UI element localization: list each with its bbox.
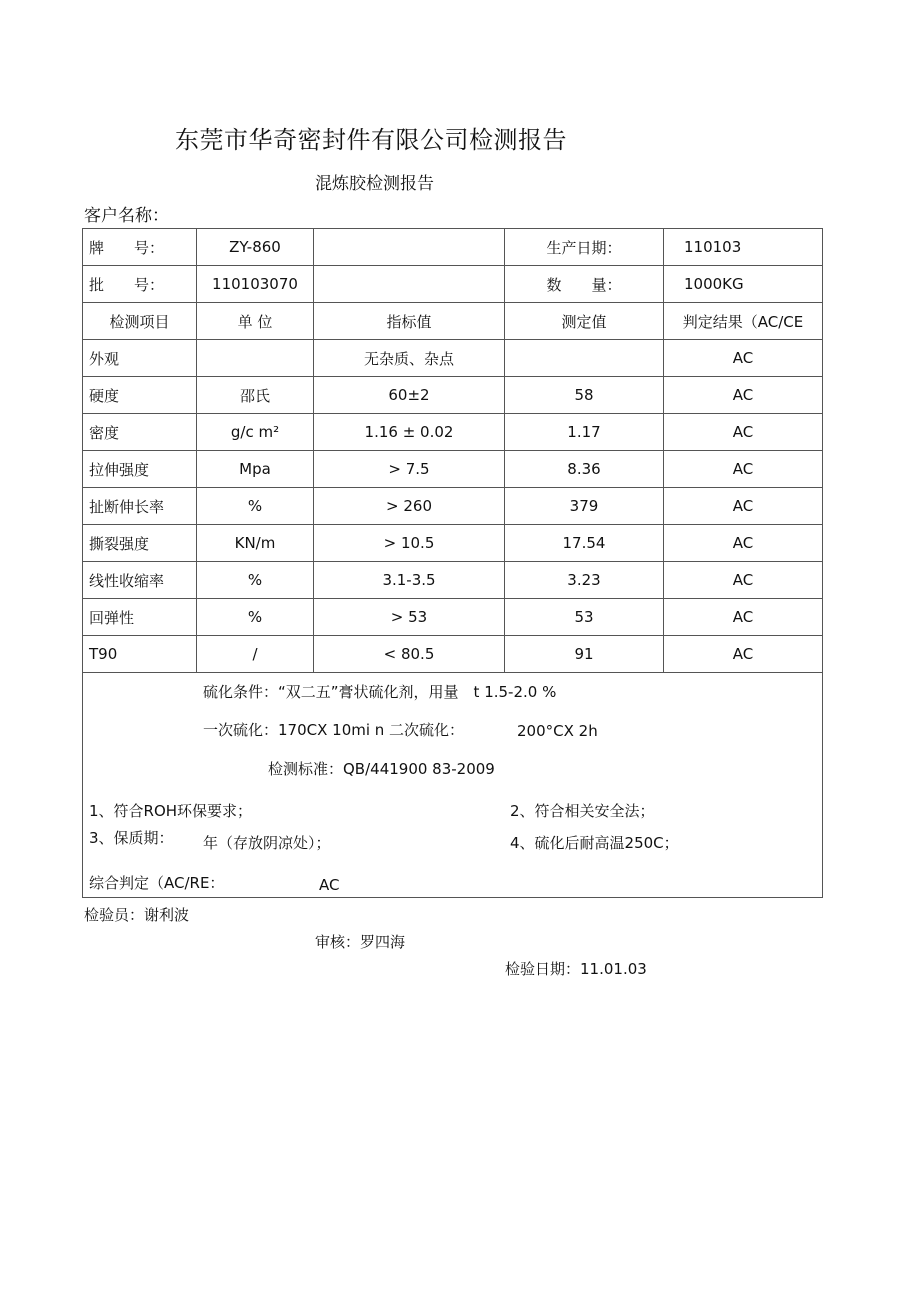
judgement-value: AC — [319, 876, 340, 894]
table-row — [83, 340, 823, 377]
second-cure: 200°CX 2h — [517, 722, 598, 740]
row-spec: > 7.5 — [314, 451, 505, 488]
row-result: AC — [664, 414, 823, 451]
row-measured — [505, 340, 664, 377]
empty-cell — [314, 229, 505, 266]
row-unit: g/c m² — [197, 414, 314, 451]
table-row — [83, 488, 823, 525]
note-3: 3、保质期： — [89, 829, 174, 847]
row-item: 外观 — [83, 340, 197, 377]
table-row — [83, 377, 823, 414]
note-4: 4、硫化后耐高温250C； — [510, 834, 679, 852]
row-unit: 邵氏 — [197, 377, 314, 414]
customer-name-label: 客户名称： — [84, 206, 169, 226]
table-row — [83, 451, 823, 488]
inspection-date: 检验日期：11.01.03 — [505, 960, 647, 978]
row-spec: > 260 — [314, 488, 505, 525]
production-date-label: 生产日期： — [505, 229, 664, 266]
empty-cell — [314, 266, 505, 303]
row-unit: Mpa — [197, 451, 314, 488]
row-measured: 17.54 — [505, 525, 664, 562]
row-result: AC — [664, 340, 823, 377]
reviewer: 审核：罗四海 — [315, 933, 406, 951]
table-row — [83, 525, 823, 562]
report-subtitle: 混炼胶检测报告 — [315, 174, 434, 194]
row-measured: 3.23 — [505, 562, 664, 599]
batch-row — [83, 266, 823, 303]
row-result: AC — [664, 636, 823, 673]
row-spec: 60±2 — [314, 377, 505, 414]
table-row — [83, 414, 823, 451]
note-3-detail: 年（存放阴凉处）； — [203, 834, 331, 852]
row-item: 硬度 — [83, 377, 197, 414]
row-item: 密度 — [83, 414, 197, 451]
row-unit — [197, 340, 314, 377]
row-item: T90 — [83, 636, 197, 673]
row-spec: > 53 — [314, 599, 505, 636]
header-result: 判定结果（AC/CE — [664, 303, 823, 340]
row-result: AC — [664, 488, 823, 525]
row-spec: > 10.5 — [314, 525, 505, 562]
row-measured: 379 — [505, 488, 664, 525]
row-unit: KN/m — [197, 525, 314, 562]
row-item: 线性收缩率 — [83, 562, 197, 599]
header-item: 检测项目 — [83, 303, 197, 340]
header-unit: 单 位 — [197, 303, 314, 340]
row-unit: % — [197, 562, 314, 599]
vulcanization-condition: 硫化条件：“双二五”膏状硫化剂，用量 t 1.5-2.0 % — [203, 683, 557, 701]
note-1: 1、符合ROH环保要求； — [89, 802, 253, 820]
brand-value: ZY-860 — [197, 229, 314, 266]
production-date-value: 110103 — [664, 229, 823, 266]
row-item: 回弹性 — [83, 599, 197, 636]
batch-label: 批 号： — [83, 266, 197, 303]
report-title: 东莞市华奇密封件有限公司检测报告 — [175, 126, 567, 154]
judgement-label: 综合判定（AC/RE： — [89, 874, 225, 892]
test-standard: 检测标准：QB/441900 83-2009 — [268, 760, 495, 778]
row-measured: 8.36 — [505, 451, 664, 488]
table-row — [83, 562, 823, 599]
row-measured: 91 — [505, 636, 664, 673]
row-item: 扯断伸长率 — [83, 488, 197, 525]
row-measured: 1.17 — [505, 414, 664, 451]
row-spec: 无杂质、杂点 — [314, 340, 505, 377]
brand-row — [83, 229, 823, 266]
row-result: AC — [664, 377, 823, 414]
row-result: AC — [664, 599, 823, 636]
header-spec: 指标值 — [314, 303, 505, 340]
header-measured: 测定值 — [505, 303, 664, 340]
note-2: 2、符合相关安全法； — [510, 802, 655, 820]
first-cure: 一次硫化：170CX 10mi n 二次硫化： — [203, 721, 465, 739]
table-header-row — [83, 303, 823, 340]
brand-label: 牌 号： — [83, 229, 197, 266]
row-unit: / — [197, 636, 314, 673]
row-unit: % — [197, 599, 314, 636]
batch-value: 110103070 — [197, 266, 314, 303]
row-unit: % — [197, 488, 314, 525]
test-rows — [83, 340, 823, 673]
inspector: 检验员：谢利波 — [84, 906, 190, 924]
conditions-row — [83, 673, 823, 898]
table-row — [83, 599, 823, 636]
row-spec: 1.16 ± 0.02 — [314, 414, 505, 451]
row-spec: < 80.5 — [314, 636, 505, 673]
row-measured: 58 — [505, 377, 664, 414]
quantity-value: 1000KG — [664, 266, 823, 303]
row-result: AC — [664, 562, 823, 599]
row-spec: 3.1-3.5 — [314, 562, 505, 599]
row-measured: 53 — [505, 599, 664, 636]
conditions-cell — [83, 673, 823, 898]
row-item: 撕裂强度 — [83, 525, 197, 562]
row-item: 拉伸强度 — [83, 451, 197, 488]
table-row — [83, 636, 823, 673]
row-result: AC — [664, 451, 823, 488]
row-result: AC — [664, 525, 823, 562]
quantity-label: 数 量： — [505, 266, 664, 303]
report-table — [82, 228, 823, 898]
